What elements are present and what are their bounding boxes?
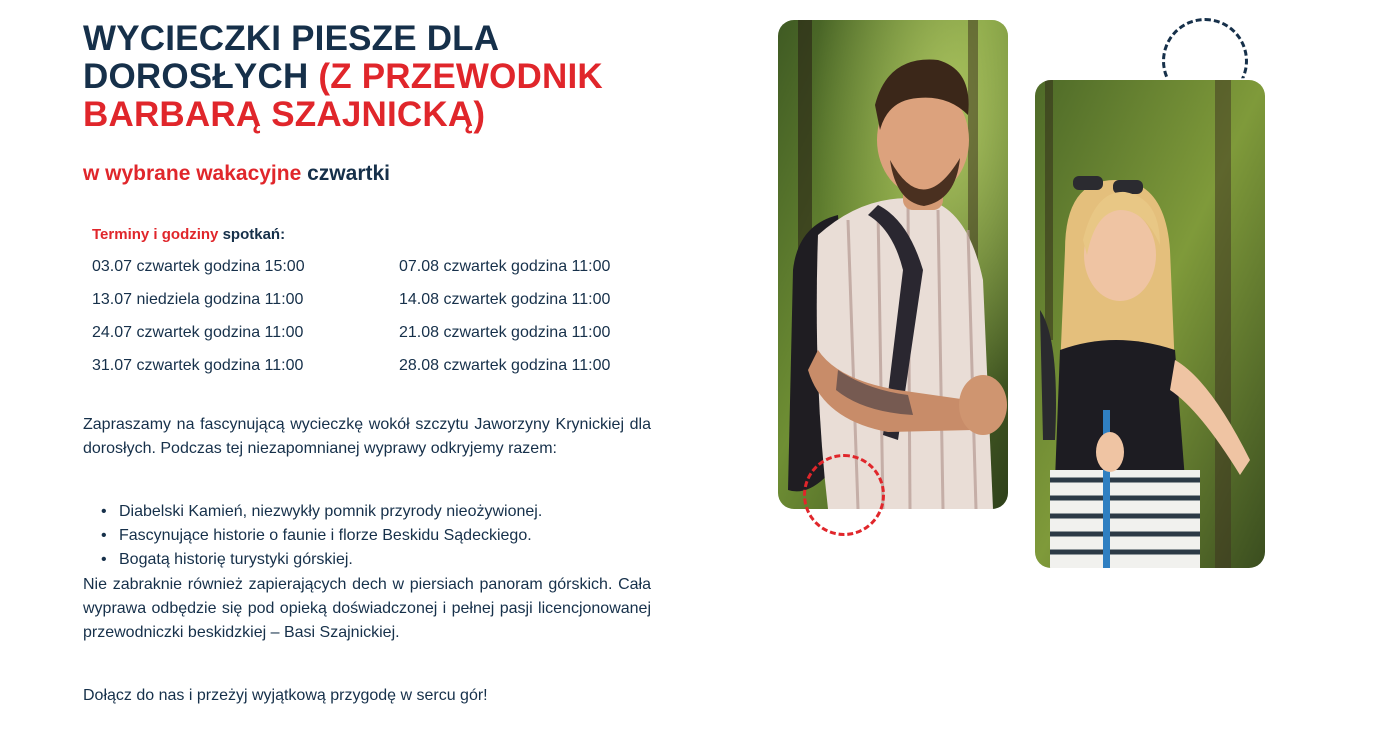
schedule-item: 21.08 czwartek godzina 11:00 [399,324,611,341]
schedule-item: 31.07 czwartek godzina 11:00 [92,357,304,374]
schedule-item: 07.08 czwartek godzina 11:00 [399,258,611,275]
decorative-dashed-circle-red [803,454,885,536]
schedule-list [92,257,672,376]
schedule-item: 14.08 czwartek godzina 11:00 [399,291,611,308]
subtitle [83,162,390,186]
schedule-header-red: Terminy i godziny [92,226,219,243]
title-red: (Z PRZEWODNIK BARBARĄ SZAJNICKĄ) [83,57,603,134]
schedule-item: 28.08 czwartek godzina 11:00 [399,357,611,374]
hiker-woman-photo [1035,80,1265,568]
list-item: • Fascynujące historie o faunie i florze Beskidu Sądeckiego. [101,524,542,548]
highlights-list [101,500,542,572]
list-item: • Bogatą historię turystyki górskiej. [101,548,542,572]
subtitle-red: w wybrane wakacyjne [83,162,302,185]
hiker-man-photo [778,20,1008,509]
page-title [83,20,683,134]
description-paragraph: Nie zabraknie również zapierających dech w piersiach panoram górskich. Cała wyprawa odbędzie się pod opieką doświadczonej i pełnej pasji licencjonowanej przewodniczki beskidzkiej – Basi Szajnickiej. [83,576,651,641]
list-item: • Diabelski Kamień, niezwykły pomnik przyrody nieożywionej. [101,500,542,524]
schedule-item: 03.07 czwartek godzina 15:00 [92,258,305,275]
schedule-header-navy: spotkań: [222,226,286,243]
subtitle-navy: czwartki [307,162,390,185]
schedule-header [92,226,285,243]
closing-paragraph: Dołącz do nas i przeżyj wyjątkową przygodę w sercu gór! [83,687,488,704]
intro-paragraph: Zapraszamy na fascynującą wycieczkę wokół szczytu Jaworzyny Krynickiej dla dorosłych. Podczas tej niezapomnianej wyprawy odkryjemy razem: [83,416,651,457]
title-navy: WYCIECZKI PIESZE DLA DOROSŁYCH [83,19,498,96]
schedule-item: 24.07 czwartek godzina 11:00 [92,324,304,341]
schedule-item: 13.07 niedziela godzina 11:00 [92,291,304,308]
